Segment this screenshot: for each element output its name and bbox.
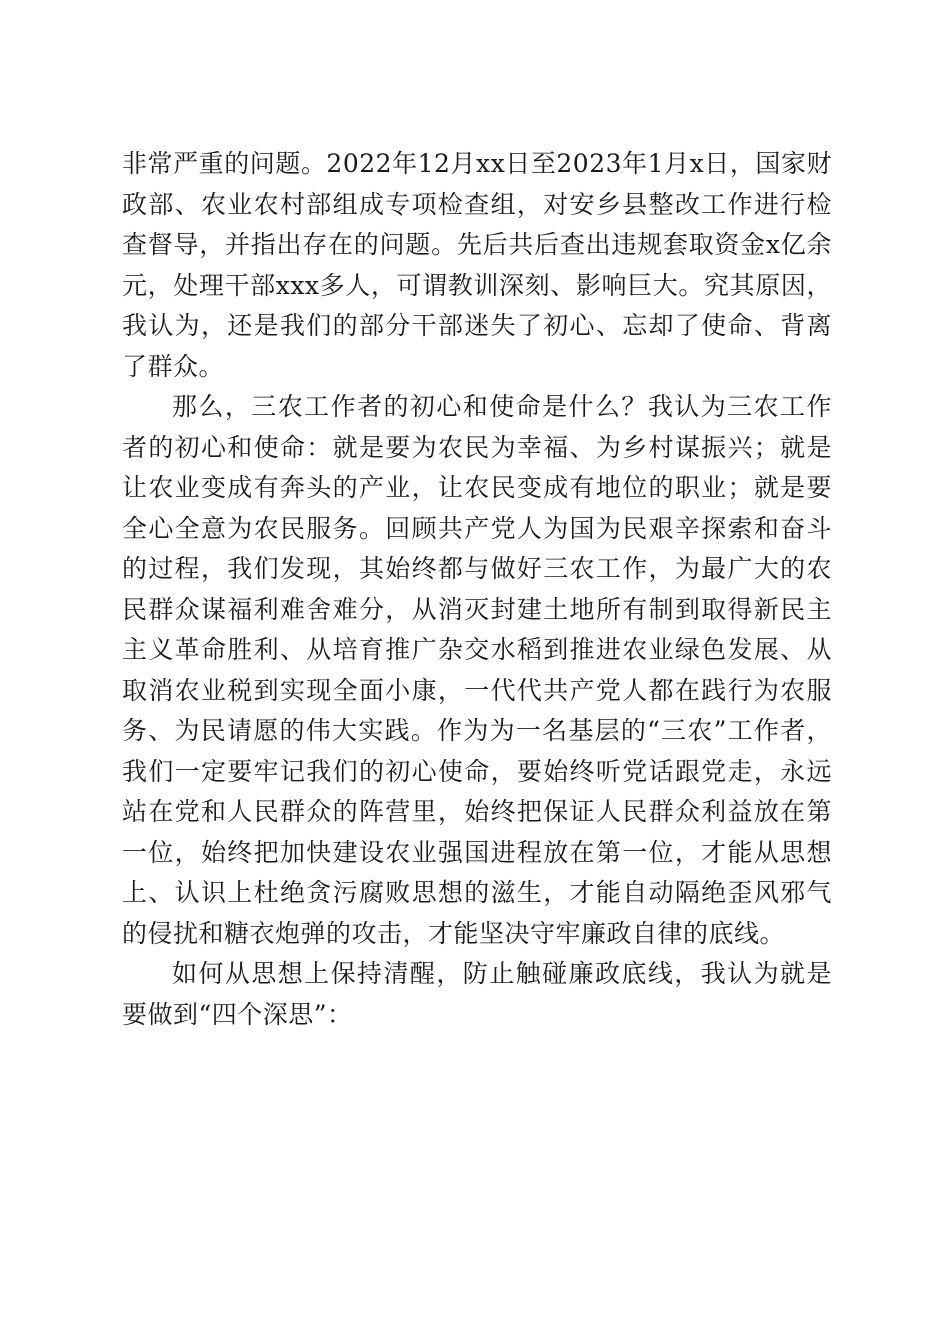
paragraph-mission: 那么，三农工作者的初心和使命是什么？我认为三农工作者的初心和使命：就是要为农民为幸福、为乡村谋振兴；就是让农业变成有奔头的产业，让农民变成有地位的职业；就是要全心全意为农民服务。回顾共产党人为国为民艰辛探索和奋斗的过程，我们发现，其始终都与做好三农工作，为最广大的农民群众谋福利难舍难分，从消灭封建土地所有制到取得新民主主义革命胜利、从培育推广杂交水稻到推进农业绿色发展、从取消农业税到实现全面小康，一代代共产党人都在践行为农服务、为民请愿的伟大实践。作为为一名基层的“三农”工作者，我们一定要牢记我们的初心使命，要始终听党话跟党走，永远站在党和人民群众的阵营里，始终把保证人民群众利益放在第一位，始终把加快建设农业强国进程放在第一位，才能从思想上、认识上杜绝贪污腐败思想的滋生，才能自动隔绝歪风邪气的侵扰和糖衣炮弹的攻击，才能坚决守牢廉政自律的底线。: [122, 392, 832, 948]
document-body: [122, 144, 832, 1035]
paragraph-four-reflections: 如何从思想上保持清醒，防止触碰廉政底线，我认为就是要做到“四个深思”：: [122, 959, 832, 1029]
paragraph-continuation: 非常严重的问题。2022年12月xx日至2023年1月x日，国家财政部、农业农村部组成专项检查组，对安乡县整改工作进行检查督导，并指出存在的问题。先后共后查出违规套取资金x亿余元，处理干部xxx多人，可谓教训深刻、影响巨大。究其原因，我认为，还是我们的部分干部迷失了初心、忘却了使命、背离了群众。: [122, 149, 832, 381]
